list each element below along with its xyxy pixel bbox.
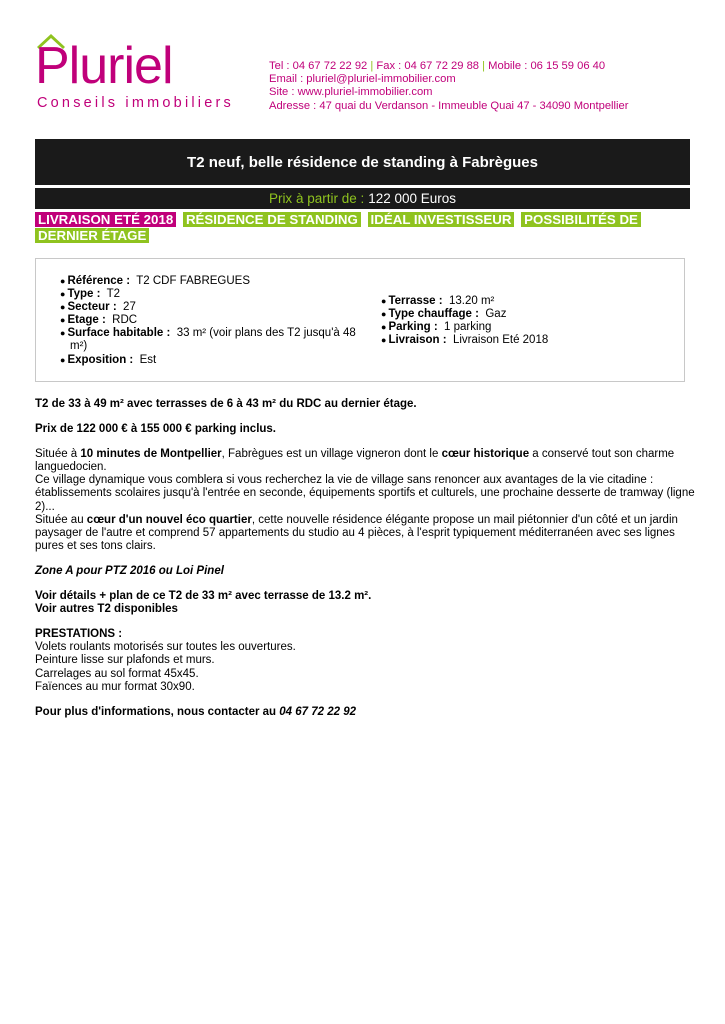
headline-surfaces: T2 de 33 à 49 m² avec terrasses de 6 à 43 m² du RDC au dernier étage. (35, 398, 417, 410)
spec-chauffage (381, 308, 671, 321)
text-bold: cœur d'un nouvel éco quartier (86, 513, 252, 526)
tag-livraison: LIVRAISON ETÉ 2018 (35, 212, 176, 227)
spec-parking (381, 321, 671, 334)
site-link[interactable]: Site : www.pluriel-immobilier.com (269, 86, 433, 99)
spec-etage (60, 314, 360, 327)
spec-value: 13.20 m² (448, 295, 495, 307)
spec-label: Secteur : (67, 301, 117, 314)
specs-right (381, 295, 671, 347)
spec-label: Terrasse : (388, 295, 443, 307)
tag-investisseur: IDÉAL INVESTISSEUR (368, 212, 515, 227)
description (35, 398, 695, 731)
specs-box (35, 258, 685, 382)
spec-label: Type : (67, 288, 101, 301)
prestations (35, 628, 695, 693)
text-run: , Fabrègues est un village vigneron dont le (221, 448, 442, 461)
price-bar (35, 188, 690, 209)
listing-tags (35, 212, 690, 244)
logo-wordmark: Pluriel (35, 37, 173, 95)
description-paragraph (35, 448, 695, 553)
separator: | (482, 60, 486, 72)
spec-reference (60, 275, 360, 288)
logo-tagline: Conseils immobiliers (37, 95, 234, 111)
text-run: Située au (35, 513, 87, 526)
tag-residence: RÉSIDENCE DE STANDING (183, 212, 361, 227)
prestation-item: Carrelages au sol format 45x45. (35, 667, 199, 680)
contact-cta: Pour plus d'informations, nous contacter au (35, 705, 277, 718)
tel-link[interactable]: Tel : 04 67 72 22 92 (269, 60, 368, 72)
text-run: a conservé tout son charme languedocien. (35, 448, 675, 474)
tag-dernier-etage: POSSIBILITÉS DE DERNIER ÉTAGE (35, 212, 641, 243)
spec-value: T2 (106, 288, 121, 301)
spec-surface (60, 327, 360, 353)
text-run: , cette nouvelle résidence élégante propose un mail piétonnier d'un côté et un jardin paysager de l'autre et comprend 57 appartements du studio au 4 pièces, à l'esprit typiquement méditerranéen avec ses lignes pures et ses tons clairs. (35, 513, 678, 552)
spec-value: Est (139, 353, 157, 366)
spec-secteur (60, 301, 360, 314)
text-run: Située à (35, 448, 81, 461)
text-bold: cœur historique (441, 448, 530, 461)
contact-block (269, 60, 628, 113)
mobile-link[interactable]: Mobile : 06 15 59 06 40 (488, 60, 606, 72)
contact-phone-link[interactable]: 04 67 72 22 92 (279, 705, 357, 718)
spec-value: 33 m² (voir plans des T2 jusqu'à 48 m²) (70, 327, 356, 353)
separator: | (370, 60, 374, 72)
fax-text: Fax : 04 67 72 29 88 (376, 60, 480, 72)
spec-value: Livraison Eté 2018 (452, 334, 549, 347)
spec-label: Etage : (67, 314, 106, 327)
spec-label: Livraison : (388, 334, 447, 347)
spec-terrasse (381, 295, 671, 308)
prestations-title: PRESTATIONS : (35, 628, 123, 641)
text-bold: 10 minutes de Montpellier (80, 448, 222, 461)
spec-value: Gaz (485, 308, 507, 321)
spec-livraison (381, 334, 671, 347)
prestation-item: Peinture lisse sur plafonds et murs. (35, 654, 215, 667)
text-run: Ce village dynamique vous comblera si vous recherchez la vie de village sans renoncer aux avantages de la vie citadine : établissements scolaires jusqu'à l'entrée en seconde, équipements sportifs et culturels, une prochaine desserte de tramway (ligne 2)... (35, 474, 695, 513)
spec-type (60, 288, 360, 301)
spec-value: RDC (112, 314, 138, 327)
spec-exposition (60, 354, 360, 367)
prestation-item: Volets roulants motorisés sur toutes les ouvertures. (35, 641, 296, 654)
spec-label: Référence : (67, 275, 131, 287)
specs-left (60, 275, 360, 367)
spec-value: 1 parking (444, 321, 492, 334)
spec-value: T2 CDF FABREGUES (136, 275, 251, 287)
prestation-item: Faïences au mur format 30x90. (35, 680, 195, 693)
email-link[interactable]: Email : pluriel@pluriel-immobilier.com (269, 73, 456, 86)
listing-title: T2 neuf, belle résidence de standing à Fabrègues (35, 139, 690, 185)
contact-phones (269, 60, 628, 73)
spec-value: 27 (123, 301, 136, 314)
spec-label: Surface habitable : (67, 327, 171, 340)
spec-label: Exposition : (67, 353, 134, 366)
spec-label: Type chauffage : (388, 308, 479, 321)
pluriel-logo (35, 34, 240, 114)
headline-prices: Prix de 122 000 € à 155 000 € parking inclus. (35, 423, 277, 436)
details-link[interactable]: Voir détails + plan de ce T2 de 33 m² avec terrasse de 13.2 m². (35, 590, 372, 603)
spec-label: Parking : (388, 321, 438, 334)
price-label: Prix à partir de : (268, 191, 365, 206)
other-t2-link[interactable]: Voir autres T2 disponibles (35, 603, 178, 616)
price-value: 122 000 Euros (368, 191, 457, 206)
address-text: Adresse : 47 quai du Verdanson - Immeuble Quai 47 - 34090 Montpellier (269, 99, 629, 112)
zone-note: Zone A pour PTZ 2016 ou Loi Pinel (35, 564, 224, 577)
